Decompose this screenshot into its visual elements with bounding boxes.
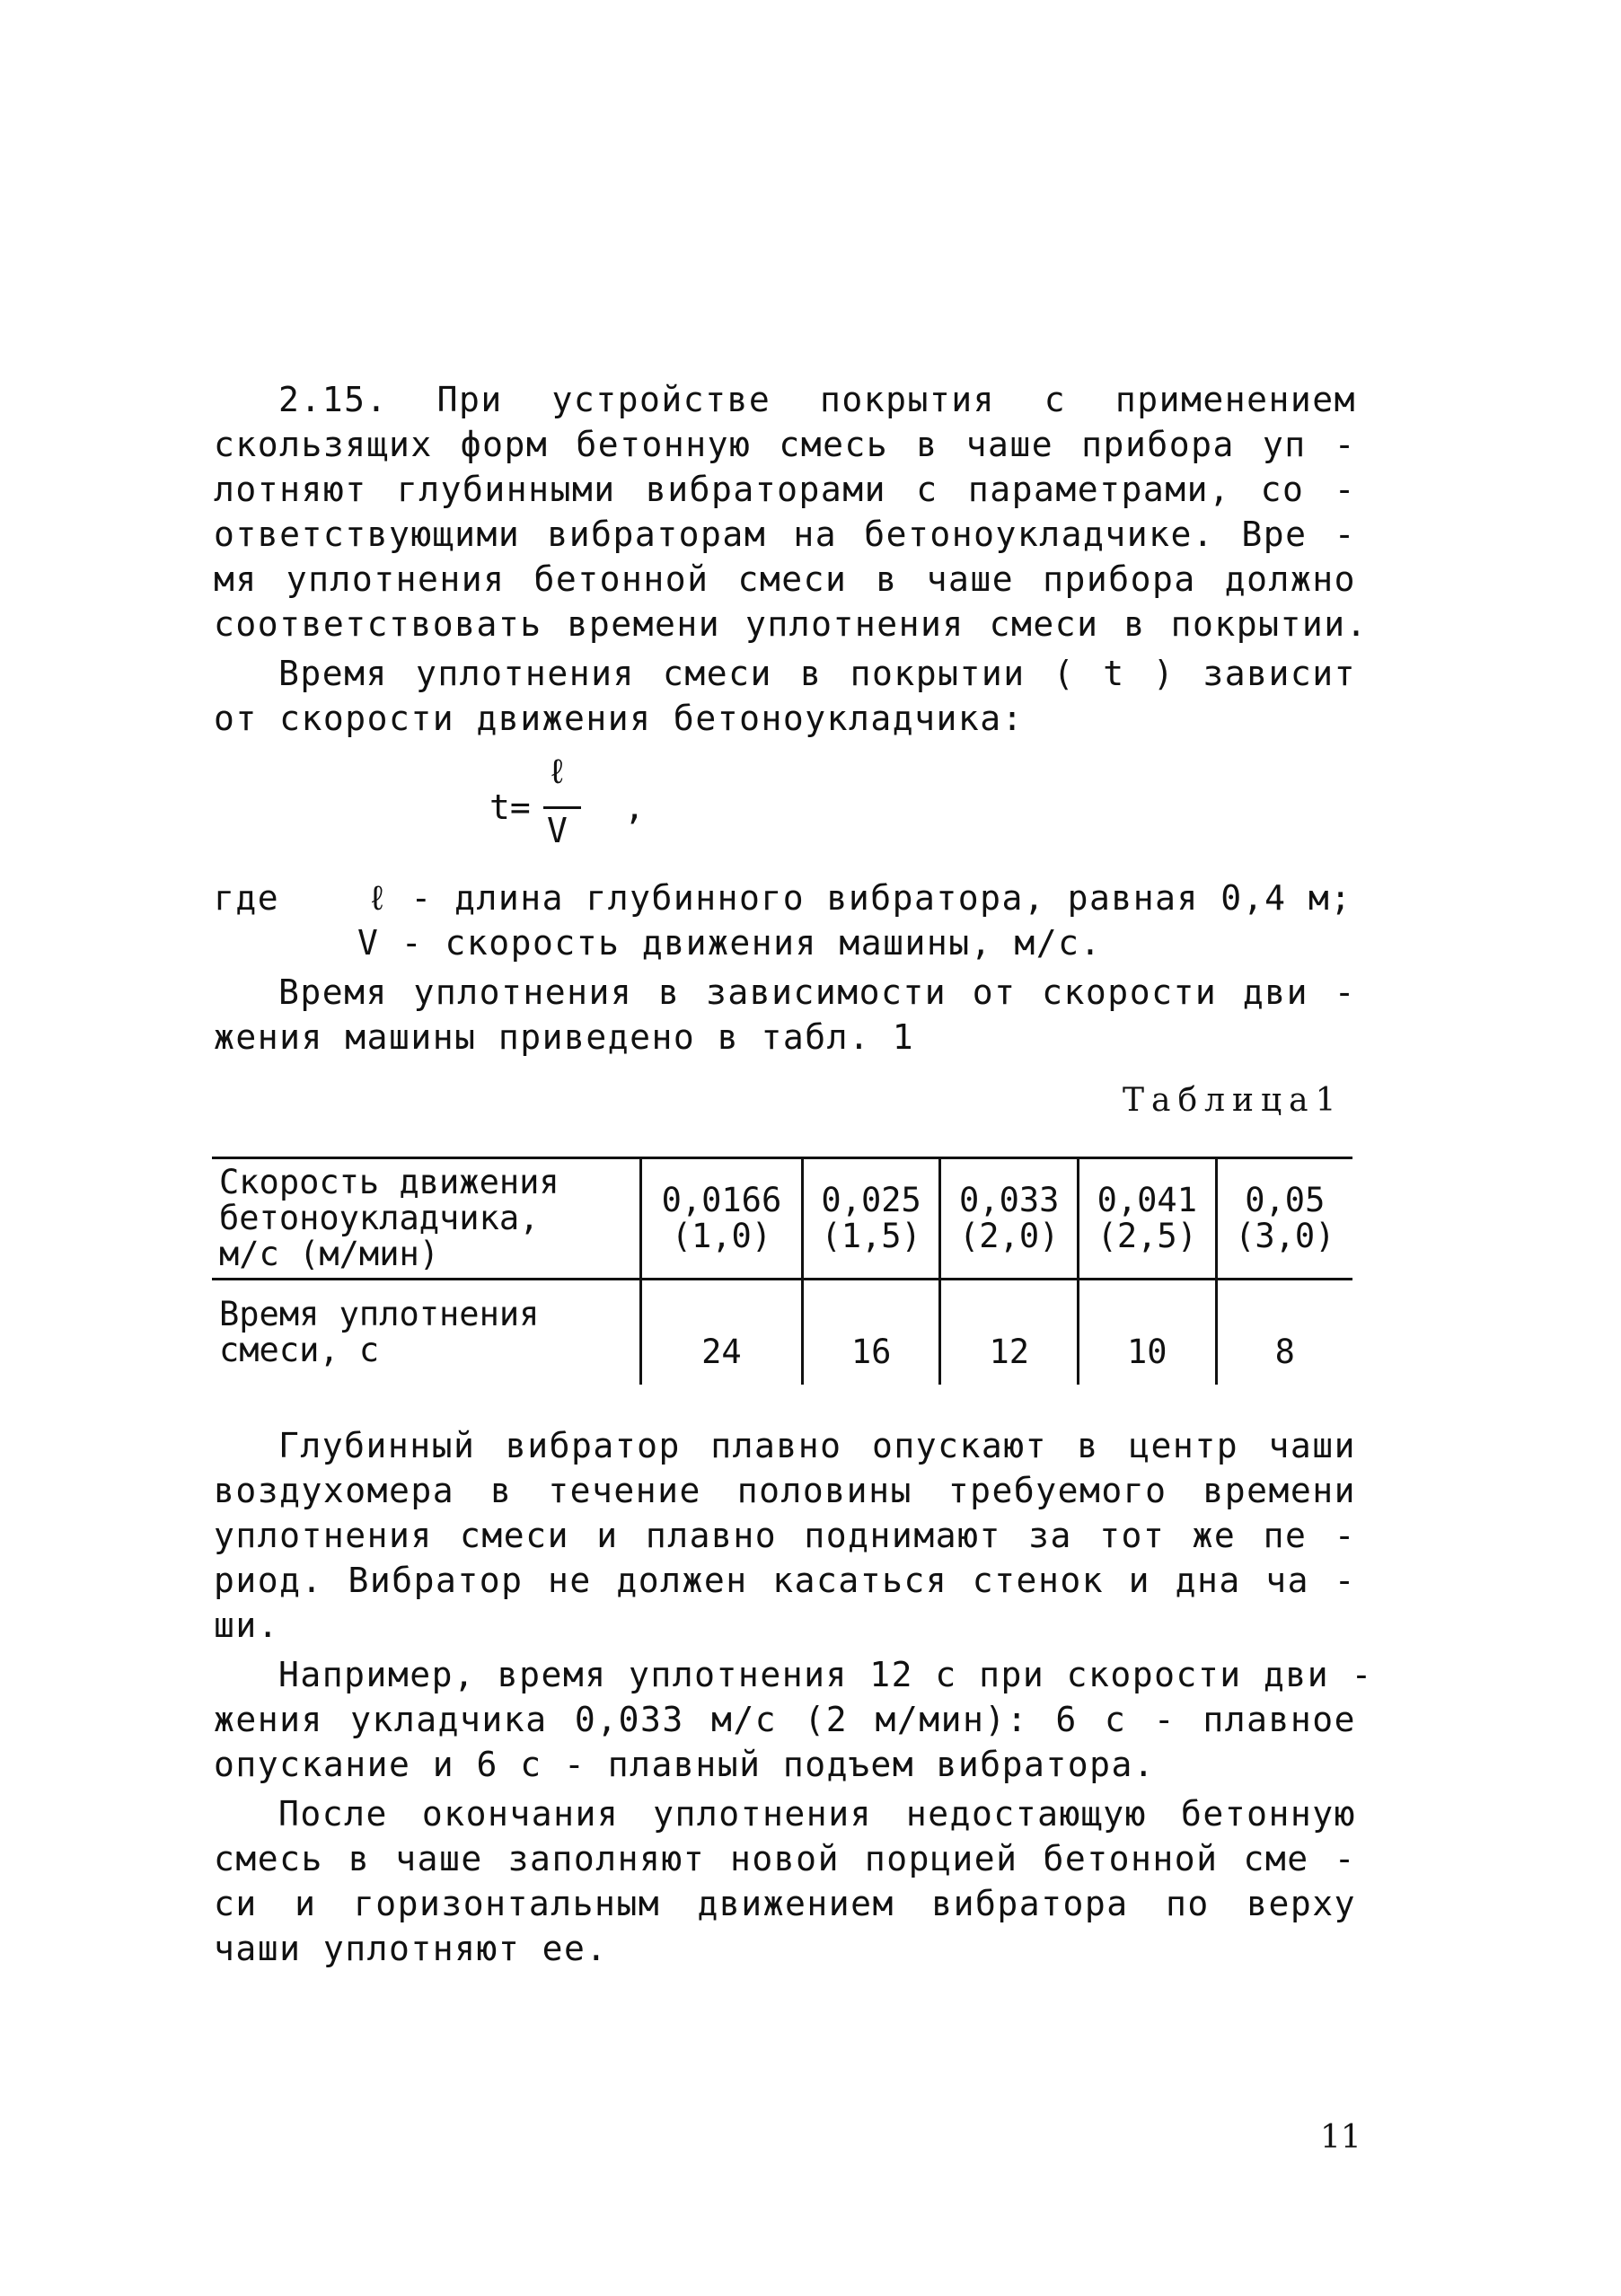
- paragraph-1-line-3: лотняют глубинными вибраторами с параметрами, со -: [214, 470, 1356, 509]
- row2-label: Время уплотнения смеси, с: [219, 1295, 540, 1369]
- paragraph-1-line-5: мя уплотнения бетонной смеси в чаше прибора должно: [214, 559, 1356, 599]
- speed-cell: 0,025 (1,5): [802, 1158, 940, 1280]
- table-caption: Таблица1: [1123, 1082, 1343, 1119]
- paragraph-1-line-4: ответствующими вибраторам на бетоноукладчике. Вре -: [214, 515, 1356, 554]
- paragraph-6-line-2: смесь в чаше заполняют новой порцией бетонной сме -: [214, 1839, 1356, 1878]
- paragraph-6-line-1: После окончания уплотнения недостающую бетонную: [278, 1794, 1356, 1834]
- time-cell: 10: [1079, 1280, 1217, 1386]
- formula-numerator: ℓ: [547, 752, 568, 791]
- definition-l: где ℓ - длина глубинного вибратора, равная 0,4 м;: [214, 878, 1352, 918]
- paragraph-2-line-1: Время уплотнения смеси в покрытии ( t ) зависит: [278, 654, 1356, 693]
- paragraph-1-line-1: 2.15. При устройстве покрытия с применением: [278, 380, 1356, 419]
- paragraph-4-line-4: риод. Вибратор не должен касаться стенок и дна ча -: [214, 1561, 1356, 1600]
- time-cell: 16: [802, 1280, 940, 1386]
- data-table: [212, 1157, 1352, 1385]
- fraction-bar: [543, 806, 581, 809]
- paragraph-4-line-1: Глубинный вибратор плавно опускают в центр чаши: [278, 1426, 1356, 1465]
- paragraph-1-line-2: скользящих форм бетонную смесь в чаше прибора уп -: [214, 425, 1356, 464]
- paragraph-5-line-3: опускание и 6 с - плавный подъем вибратора.: [214, 1745, 1156, 1784]
- formula-lhs: t=: [489, 787, 531, 827]
- paragraph-5-line-1: Например, время уплотнения 12 с при скорости дви -: [278, 1655, 1373, 1694]
- paragraph-4-line-3: уплотнения смеси и плавно поднимают за тот же пе -: [214, 1516, 1356, 1555]
- paragraph-3-line-1: Время уплотнения в зависимости от скорости дви -: [278, 972, 1356, 1012]
- speed-cell: 0,041 (2,5): [1079, 1158, 1217, 1280]
- paragraph-2-line-2: от скорости движения бетоноукладчика:: [214, 699, 1024, 738]
- paragraph-5-line-2: жения укладчика 0,033 м/с (2 м/мин): 6 с - плавное: [214, 1700, 1356, 1739]
- formula-comma: ,: [624, 787, 645, 827]
- formula-denominator: V: [547, 811, 568, 850]
- time-cell: 12: [940, 1280, 1079, 1386]
- table-row: [212, 1158, 1352, 1280]
- paragraph-3-line-2: жения машины приведено в табл. 1: [214, 1017, 915, 1057]
- speed-cell: 0,0166 (1,0): [641, 1158, 803, 1280]
- speed-cell: 0,05 (3,0): [1216, 1158, 1352, 1280]
- time-cell: 24: [641, 1280, 803, 1386]
- table-row: [212, 1280, 1352, 1386]
- definition-v: V - скорость движения машины, м/с.: [357, 923, 1102, 963]
- paragraph-6-line-4: чаши уплотняют ее.: [214, 1929, 608, 1968]
- page-number: 11: [1320, 2119, 1361, 2156]
- row1-label: Скорость движения бетоноукладчика, м/с (м/мин): [212, 1158, 641, 1280]
- speed-cell: 0,033 (2,0): [940, 1158, 1079, 1280]
- paragraph-6-line-3: си и горизонтальным движением вибратора по верху: [214, 1884, 1356, 1923]
- paragraph-4-line-2: воздухомера в течение половины требуемого времени: [214, 1471, 1356, 1510]
- paragraph-4-line-5: ши.: [214, 1605, 280, 1645]
- time-cell: 8: [1216, 1280, 1352, 1386]
- paragraph-1-line-6: соответствовать времени уплотнения смеси в покрытии.: [214, 604, 1368, 644]
